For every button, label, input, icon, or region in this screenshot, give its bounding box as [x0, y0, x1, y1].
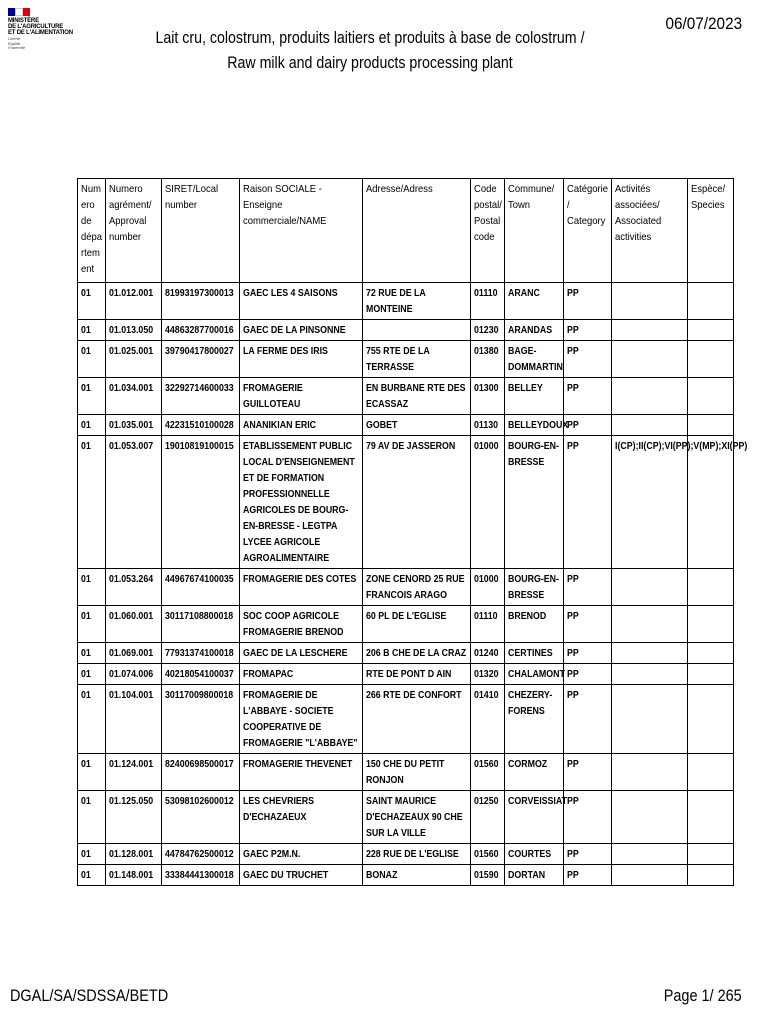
- town-cell: BELLEY: [505, 378, 564, 415]
- logo-line: ET DE L'ALIMENTATION: [8, 30, 73, 36]
- activities-cell: [612, 341, 688, 378]
- postcode-cell: 01240: [471, 643, 505, 664]
- table-row: [78, 320, 734, 341]
- postcode-cell: 01000: [471, 569, 505, 606]
- species-cell: [688, 378, 734, 415]
- siret-cell: 39790417800027: [162, 341, 240, 378]
- column-header: Num ero de dépa rtem ent: [78, 179, 106, 283]
- dept-cell: 01: [78, 569, 106, 606]
- siret-cell: 19010819100015: [162, 436, 240, 569]
- activities-cell: [612, 754, 688, 791]
- siret-cell: 81993197300013: [162, 283, 240, 320]
- name-cell: FROMAGERIE DES COTES: [240, 569, 363, 606]
- category-cell: PP: [564, 664, 612, 685]
- flag-red: [23, 8, 30, 16]
- species-cell: [688, 865, 734, 886]
- approval-cell: 01.035.001: [106, 415, 162, 436]
- approval-cell: 01.074.006: [106, 664, 162, 685]
- species-cell: [688, 320, 734, 341]
- town-cell: BELLEYDOUX: [505, 415, 564, 436]
- approval-cell: 01.069.001: [106, 643, 162, 664]
- address-cell: ZONE CENORD 25 RUE FRANCOIS ARAGO: [363, 569, 471, 606]
- siret-cell: 53098102600012: [162, 791, 240, 844]
- name-cell: GAEC DE LA LESCHERE: [240, 643, 363, 664]
- address-cell: RTE DE PONT D AIN: [363, 664, 471, 685]
- name-cell: LA FERME DES IRIS: [240, 341, 363, 378]
- siret-cell: 40218054100037: [162, 664, 240, 685]
- table-row: [78, 844, 734, 865]
- table-row: [78, 341, 734, 378]
- table-row: [78, 378, 734, 415]
- flag-blue: [8, 8, 15, 16]
- name-cell: LES CHEVRIERS D'ECHAZAEUX: [240, 791, 363, 844]
- address-cell: 266 RTE DE CONFORT: [363, 685, 471, 754]
- postcode-cell: 01560: [471, 844, 505, 865]
- town-cell: CORVEISSIAT: [505, 791, 564, 844]
- town-cell: BAGE-DOMMARTIN: [505, 341, 564, 378]
- siret-cell: 44863287700016: [162, 320, 240, 341]
- species-cell: [688, 754, 734, 791]
- motto-line: Égalité: [8, 40, 21, 46]
- category-cell: PP: [564, 643, 612, 664]
- column-header: Commune/ Town: [505, 179, 564, 283]
- postcode-cell: 01110: [471, 606, 505, 643]
- column-header: Raison SOCIALE - Enseigne commerciale/NAME: [240, 179, 363, 283]
- name-cell: FROMAPAC: [240, 664, 363, 685]
- table-row: [78, 791, 734, 844]
- siret-cell: 82400698500017: [162, 754, 240, 791]
- activities-cell: [612, 569, 688, 606]
- dept-cell: 01: [78, 378, 106, 415]
- species-cell: [688, 283, 734, 320]
- postcode-cell: 01250: [471, 791, 505, 844]
- town-cell: CERTINES: [505, 643, 564, 664]
- postcode-cell: 01000: [471, 436, 505, 569]
- town-cell: CORMOZ: [505, 754, 564, 791]
- motto-line: Liberté: [8, 36, 21, 41]
- name-cell: FROMAGERIE DE L'ABBAYE - SOCIETE COOPERATIVE DE FROMAGERIE "L'ABBAYE": [240, 685, 363, 754]
- siret-cell: 30117009800018: [162, 685, 240, 754]
- approval-cell: 01.125.050: [106, 791, 162, 844]
- category-cell: PP: [564, 844, 612, 865]
- page-number: Page 1/ 265: [664, 986, 742, 1005]
- town-cell: ARANDAS: [505, 320, 564, 341]
- table-row: [78, 415, 734, 436]
- address-cell: 150 CHE DU PETIT RONJON: [363, 754, 471, 791]
- approval-cell: 01.104.001: [106, 685, 162, 754]
- name-cell: GAEC P2M.N.: [240, 844, 363, 865]
- dept-cell: 01: [78, 754, 106, 791]
- dept-cell: 01: [78, 865, 106, 886]
- table-body: [78, 283, 748, 886]
- column-header: Catégorie / Category: [564, 179, 612, 283]
- town-cell: CHALAMONT: [505, 664, 564, 685]
- approval-cell: 01.034.001: [106, 378, 162, 415]
- category-cell: PP: [564, 569, 612, 606]
- postcode-cell: 01300: [471, 378, 505, 415]
- table-row: [78, 685, 734, 754]
- activities-cell: [612, 844, 688, 865]
- species-cell: [688, 341, 734, 378]
- activities-cell: [612, 378, 688, 415]
- document-date: 06/07/2023: [665, 14, 742, 33]
- column-header: Numero agrément/ Approval number: [106, 179, 162, 283]
- column-header: Adresse/Adress: [363, 179, 471, 283]
- siret-cell: 42231510100028: [162, 415, 240, 436]
- category-cell: PP: [564, 341, 612, 378]
- postcode-cell: 01590: [471, 865, 505, 886]
- siret-cell: 32292714600033: [162, 378, 240, 415]
- species-cell: [688, 415, 734, 436]
- table-row: [78, 664, 734, 685]
- dept-cell: 01: [78, 643, 106, 664]
- column-header: Espèce/ Species: [688, 179, 734, 283]
- species-cell: [688, 844, 734, 865]
- approval-cell: 01.012.001: [106, 283, 162, 320]
- logo-line: MINISTÈRE: [8, 18, 39, 24]
- name-cell: GAEC LES 4 SAISONS: [240, 283, 363, 320]
- name-cell: GAEC DE LA PINSONNE: [240, 320, 363, 341]
- address-cell: GOBET: [363, 415, 471, 436]
- table-row: [78, 865, 734, 886]
- dept-cell: 01: [78, 606, 106, 643]
- activities-cell: [612, 415, 688, 436]
- address-cell: [363, 320, 471, 341]
- table-row: [78, 643, 734, 664]
- address-cell: 755 RTE DE LA TERRASSE: [363, 341, 471, 378]
- approval-cell: 01.013.050: [106, 320, 162, 341]
- french-flag-icon: [8, 8, 30, 16]
- activities-cell: [612, 283, 688, 320]
- name-cell: GAEC DU TRUCHET: [240, 865, 363, 886]
- address-cell: BONAZ: [363, 865, 471, 886]
- category-cell: PP: [564, 791, 612, 844]
- dept-cell: 01: [78, 791, 106, 844]
- address-cell: 60 PL DE L'EGLISE: [363, 606, 471, 643]
- species-cell: [688, 791, 734, 844]
- approval-cell: 01.025.001: [106, 341, 162, 378]
- activities-cell: [612, 791, 688, 844]
- species-cell: [688, 685, 734, 754]
- town-cell: COURTES: [505, 844, 564, 865]
- dept-cell: 01: [78, 685, 106, 754]
- address-cell: SAINT MAURICE D'ECHAZEAUX 90 CHE SUR LA VILLE: [363, 791, 471, 844]
- dept-cell: 01: [78, 844, 106, 865]
- column-header: SIRET/Local number: [162, 179, 240, 283]
- logo-line: DE L'AGRICULTURE: [8, 24, 64, 30]
- activities-cell: [612, 664, 688, 685]
- species-cell: [688, 569, 734, 606]
- name-cell: ETABLISSEMENT PUBLIC LOCAL D'ENSEIGNEMENT ET DE FORMATION PROFESSIONNELLE AGRICOLES DE BOURG-EN-BRESSE - LEGTPA LYCEE AGRICOLE AGROALIMENTAIRE: [240, 436, 363, 569]
- siret-cell: 30117108800018: [162, 606, 240, 643]
- category-cell: PP: [564, 865, 612, 886]
- siret-cell: 33384441300018: [162, 865, 240, 886]
- category-cell: PP: [564, 606, 612, 643]
- postcode-cell: 01110: [471, 283, 505, 320]
- species-cell: [688, 664, 734, 685]
- siret-cell: 44784762500012: [162, 844, 240, 865]
- postcode-cell: 01560: [471, 754, 505, 791]
- document-title: Lait cru, colostrum, produits laitiers et produits à base de colostrum / Raw milk and dairy products processing plant: [155, 29, 585, 72]
- logo-motto: [8, 37, 66, 51]
- postcode-cell: 01320: [471, 664, 505, 685]
- siret-cell: 44967674100035: [162, 569, 240, 606]
- address-cell: 79 AV DE JASSERON: [363, 436, 471, 569]
- postcode-cell: 01410: [471, 685, 505, 754]
- name-cell: FROMAGERIE GUILLOTEAU: [240, 378, 363, 415]
- column-header: Code postal/ Postal code: [471, 179, 505, 283]
- flag-white: [15, 8, 24, 16]
- table-row: [78, 436, 734, 569]
- postcode-cell: 01130: [471, 415, 505, 436]
- dept-cell: 01: [78, 664, 106, 685]
- ministry-logo: [8, 8, 73, 51]
- town-cell: BRENOD: [505, 606, 564, 643]
- dept-cell: 01: [78, 415, 106, 436]
- column-header: Activités associées/ Associated activities: [612, 179, 688, 283]
- category-cell: PP: [564, 415, 612, 436]
- table-row: [78, 569, 734, 606]
- approval-cell: 01.148.001: [106, 865, 162, 886]
- town-cell: BOURG-EN-BRESSE: [505, 569, 564, 606]
- activities-cell: [612, 320, 688, 341]
- siret-cell: 77931374100018: [162, 643, 240, 664]
- table-row: [78, 606, 734, 643]
- postcode-cell: 01230: [471, 320, 505, 341]
- dept-cell: 01: [78, 436, 106, 569]
- establishments-table: [77, 178, 748, 886]
- category-cell: PP: [564, 436, 612, 569]
- footer-reference: DGAL/SA/SDSSA/BETD: [10, 986, 169, 1005]
- activities-cell: [612, 865, 688, 886]
- table-row: [78, 754, 734, 791]
- category-cell: PP: [564, 685, 612, 754]
- motto-line: Fraternité: [8, 45, 26, 50]
- name-cell: FROMAGERIE THEVENET: [240, 754, 363, 791]
- activities-cell: [612, 606, 688, 643]
- dept-cell: 01: [78, 320, 106, 341]
- category-cell: PP: [564, 754, 612, 791]
- category-cell: PP: [564, 378, 612, 415]
- approval-cell: 01.053.264: [106, 569, 162, 606]
- activities-cell: [612, 685, 688, 754]
- dept-cell: 01: [78, 341, 106, 378]
- address-cell: 228 RUE DE L'EGLISE: [363, 844, 471, 865]
- town-cell: BOURG-EN-BRESSE: [505, 436, 564, 569]
- approval-cell: 01.053.007: [106, 436, 162, 569]
- address-cell: 206 B CHE DE LA CRAZ: [363, 643, 471, 664]
- postcode-cell: 01380: [471, 341, 505, 378]
- activities-cell: [612, 643, 688, 664]
- category-cell: PP: [564, 320, 612, 341]
- name-cell: ANANIKIAN ERIC: [240, 415, 363, 436]
- town-cell: DORTAN: [505, 865, 564, 886]
- address-cell: 72 RUE DE LA MONTEINE: [363, 283, 471, 320]
- category-cell: PP: [564, 283, 612, 320]
- address-cell: EN BURBANE RTE DES ECASSAZ: [363, 378, 471, 415]
- approval-cell: 01.124.001: [106, 754, 162, 791]
- name-cell: SOC COOP AGRICOLE FROMAGERIE BRENOD: [240, 606, 363, 643]
- species-cell: [688, 436, 734, 569]
- approval-cell: 01.060.001: [106, 606, 162, 643]
- table-row: [78, 283, 734, 320]
- table-header-row: [78, 179, 734, 283]
- town-cell: ARANC: [505, 283, 564, 320]
- species-cell: [688, 643, 734, 664]
- dept-cell: 01: [78, 283, 106, 320]
- approval-cell: 01.128.001: [106, 844, 162, 865]
- town-cell: CHEZERY-FORENS: [505, 685, 564, 754]
- species-cell: [688, 606, 734, 643]
- activities-cell: I(CP);II(CP);VI(PP);V(MP);XI(PP): [612, 436, 688, 569]
